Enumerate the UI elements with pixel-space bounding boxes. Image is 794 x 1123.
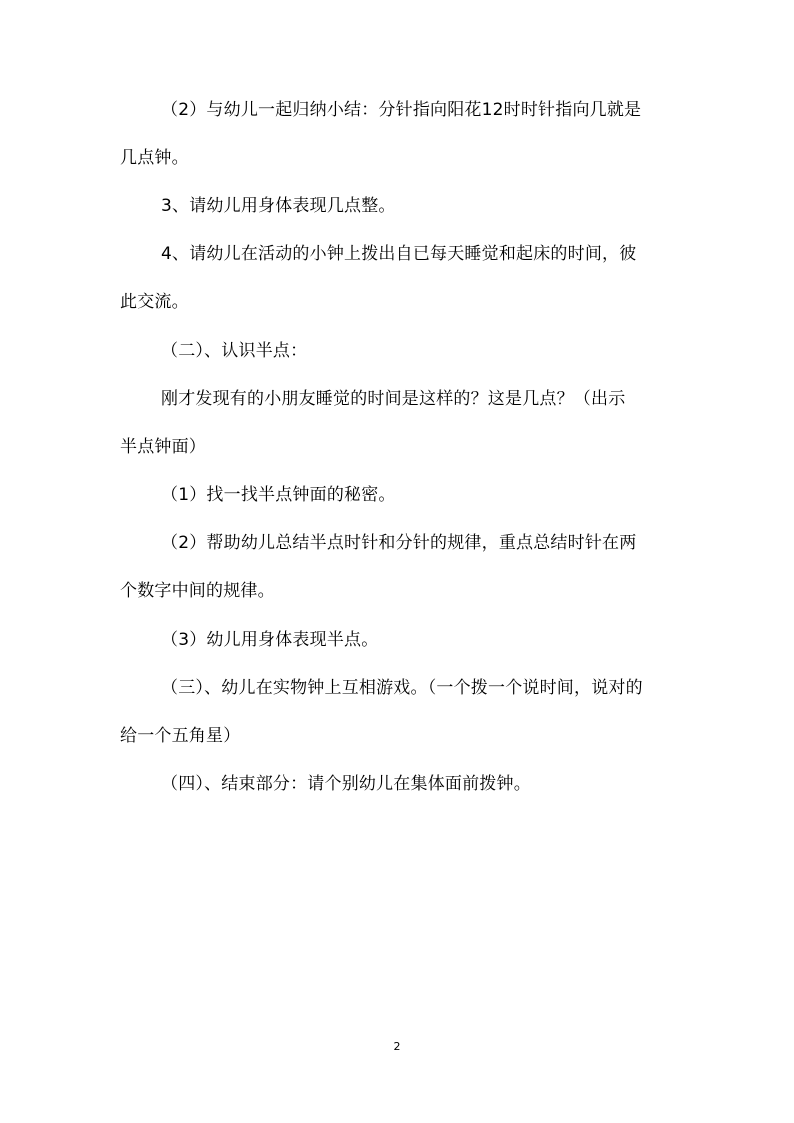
paragraph-9-line-2: 给一个五角星） xyxy=(120,726,241,746)
page-number: 2 xyxy=(393,1040,401,1053)
paragraph-10-line-1: （四）、结束部分：请个别幼儿在集体面前拨钟。 xyxy=(161,774,531,794)
paragraph-7-line-1: （2）帮助幼儿总结半点时针和分针的规律，重点总结时针在两 xyxy=(161,533,637,553)
paragraph-1-line-2: 几点钟。 xyxy=(120,148,189,168)
paragraph-3-line-1: 4、请幼儿在活动的小钟上拨出自已每天睡觉和起床的时间，彼 xyxy=(161,244,637,264)
paragraph-8-line-1: （3）幼儿用身体表现半点。 xyxy=(161,630,379,650)
paragraph-2-line-1: 3、请幼儿用身体表现几点整。 xyxy=(161,196,396,216)
paragraph-6-line-1: （1）找一找半点钟面的秘密。 xyxy=(161,485,396,505)
paragraph-3-line-2: 此交流。 xyxy=(120,292,189,312)
paragraph-7-line-2: 个数字中间的规律。 xyxy=(120,581,275,601)
paragraph-5-line-1: 刚才发现有的小朋友睡觉的时间是这样的？这是几点？（出示 xyxy=(161,389,626,409)
section-heading-half-hour: （二）、认识半点： xyxy=(161,341,308,361)
paragraph-1-line-1: （2）与幼儿一起归纳小结：分针指向阳花12时时针指向几就是 xyxy=(161,100,642,120)
paragraph-5-line-2: 半点钟面） xyxy=(120,437,206,457)
paragraph-9-line-1: （三）、幼儿在实物钟上互相游戏。（一个拨一个说时间，说对的 xyxy=(161,678,643,698)
